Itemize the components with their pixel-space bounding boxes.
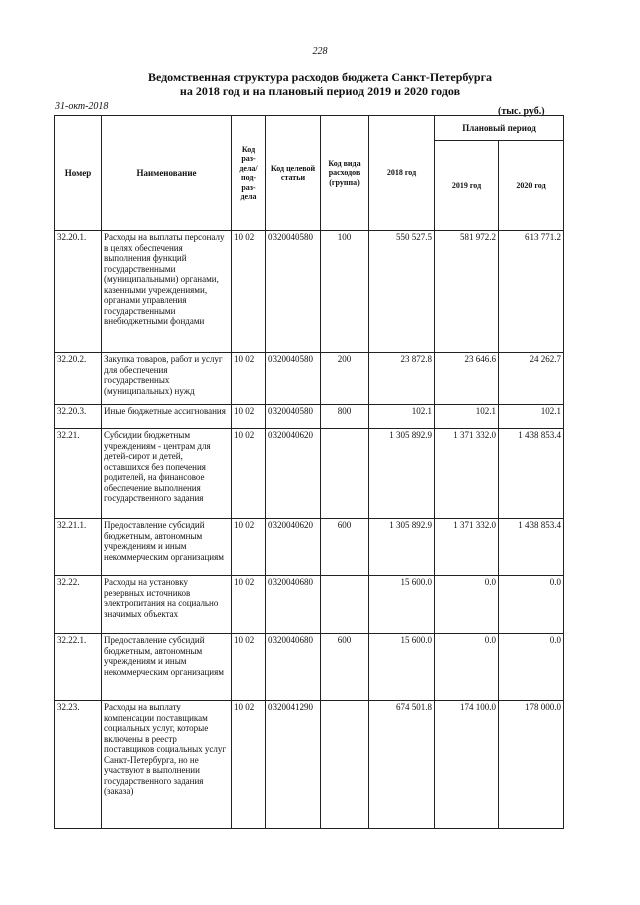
table-row xyxy=(55,405,564,429)
row-target-code: 0320040680 xyxy=(266,576,321,634)
row-group-code: 600 xyxy=(321,519,369,576)
row-value-2020: 1 438 853.4 xyxy=(499,429,564,519)
row-section-code: 10 02 xyxy=(232,634,266,701)
row-value-2018: 15 600.0 xyxy=(369,634,435,701)
row-group-code xyxy=(321,701,369,829)
row-name: Расходы на установку резервных источников электропитания на социально значимых объектах xyxy=(102,576,232,634)
row-value-2018: 1 305 892.9 xyxy=(369,429,435,519)
row-value-2020: 0.0 xyxy=(499,576,564,634)
header-section-code: Код раз-дела/ под-раз-дела xyxy=(232,116,266,231)
row-name: Закупка товаров, работ и услуг для обеспечения государственных (муниципальных) нужд xyxy=(102,353,232,405)
row-target-code: 0320040580 xyxy=(266,231,321,353)
units-label: (тыс. руб.) xyxy=(498,106,545,117)
header-2019: 2019 год xyxy=(435,141,499,231)
row-value-2020: 102.1 xyxy=(499,405,564,429)
table-row xyxy=(55,576,564,634)
row-value-2019: 102.1 xyxy=(435,405,499,429)
row-target-code: 0320040580 xyxy=(266,405,321,429)
row-number: 32.21. xyxy=(55,429,102,519)
row-group-code xyxy=(321,576,369,634)
row-section-code: 10 02 xyxy=(232,701,266,829)
title-line-1: Ведомственная структура расходов бюджета Санкт-Петербурга xyxy=(147,70,493,84)
row-name: Расходы на выплаты персоналу в целях обеспечения выполнения функций государственными (муниципальными) органами, казенными учреждениями, органами управления государственными внебюджетными фондами xyxy=(102,231,232,353)
header-target-code: Код целевой статьи xyxy=(266,116,321,231)
table-row xyxy=(55,701,564,829)
row-target-code: 0320040680 xyxy=(266,634,321,701)
header-number: Номер xyxy=(55,116,102,231)
row-section-code: 10 02 xyxy=(232,429,266,519)
row-group-code: 800 xyxy=(321,405,369,429)
row-number: 32.20.2. xyxy=(55,353,102,405)
row-name: Расходы на выплату компенсации поставщикам социальных услуг, которые включены в реестр поставщиков социальных услуг Санкт-Петербурга, но не участвуют в выполнении государственного задания (заказа) xyxy=(102,701,232,829)
row-target-code: 0320040620 xyxy=(266,429,321,519)
row-value-2020: 0.0 xyxy=(499,634,564,701)
row-group-code: 200 xyxy=(321,353,369,405)
table-row xyxy=(55,429,564,519)
header-name: Наименование xyxy=(102,116,232,231)
row-value-2019: 1 371 332.0 xyxy=(435,429,499,519)
table-row xyxy=(55,353,564,405)
row-number: 32.20.1. xyxy=(55,231,102,353)
row-number: 32.23. xyxy=(55,701,102,829)
row-value-2019: 0.0 xyxy=(435,576,499,634)
table-row xyxy=(55,634,564,701)
row-number: 32.22. xyxy=(55,576,102,634)
row-value-2020: 24 262.7 xyxy=(499,353,564,405)
header-plan-period: Плановый период xyxy=(435,116,564,141)
row-value-2018: 1 305 892.9 xyxy=(369,519,435,576)
row-number: 32.21.1. xyxy=(55,519,102,576)
table-row xyxy=(55,519,564,576)
budget-table xyxy=(54,115,564,829)
row-section-code: 10 02 xyxy=(232,353,266,405)
row-value-2018: 550 527.5 xyxy=(369,231,435,353)
row-value-2020: 613 771.2 xyxy=(499,231,564,353)
row-target-code: 0320040620 xyxy=(266,519,321,576)
row-name: Предоставление субсидий бюджетным, автономным учреждениям и иным некоммерческим организациям xyxy=(102,519,232,576)
row-section-code: 10 02 xyxy=(232,519,266,576)
row-value-2018: 15 600.0 xyxy=(369,576,435,634)
page-number: 228 xyxy=(312,46,328,57)
row-number: 32.22.1. xyxy=(55,634,102,701)
row-number: 32.20.3. xyxy=(55,405,102,429)
row-section-code: 10 02 xyxy=(232,231,266,353)
row-name: Субсидии бюджетным учреждениям - центрам для детей-сирот и детей, оставшихся без попечения родителей, на финансовое обеспечение выполнения государственного задания xyxy=(102,429,232,519)
header-group-code: Код вида расходов (группа) xyxy=(321,116,369,231)
row-section-code: 10 02 xyxy=(232,405,266,429)
row-group-code xyxy=(321,429,369,519)
title-line-2: на 2018 год и на плановый период 2019 и 2020 годов xyxy=(179,84,461,98)
table-row xyxy=(55,231,564,353)
row-value-2019: 581 972.2 xyxy=(435,231,499,353)
row-value-2018: 23 872.8 xyxy=(369,353,435,405)
row-target-code: 0320041290 xyxy=(266,701,321,829)
row-value-2018: 102.1 xyxy=(369,405,435,429)
document-title xyxy=(0,70,640,98)
header-2018: 2018 год xyxy=(369,116,435,231)
row-name: Иные бюджетные ассигнования xyxy=(102,405,232,429)
row-value-2019: 23 646.6 xyxy=(435,353,499,405)
row-section-code: 10 02 xyxy=(232,576,266,634)
row-value-2019: 174 100.0 xyxy=(435,701,499,829)
row-name: Предоставление субсидий бюджетным, автономным учреждениям и иным некоммерческим организациям xyxy=(102,634,232,701)
row-target-code: 0320040580 xyxy=(266,353,321,405)
row-group-code: 600 xyxy=(321,634,369,701)
row-value-2018: 674 501.8 xyxy=(369,701,435,829)
row-value-2019: 0.0 xyxy=(435,634,499,701)
row-group-code: 100 xyxy=(321,231,369,353)
row-value-2020: 1 438 853.4 xyxy=(499,519,564,576)
header-2020: 2020 год xyxy=(499,141,564,231)
row-value-2019: 1 371 332.0 xyxy=(435,519,499,576)
row-value-2020: 178 000.0 xyxy=(499,701,564,829)
document-date: 31-окт-2018 xyxy=(55,101,109,112)
